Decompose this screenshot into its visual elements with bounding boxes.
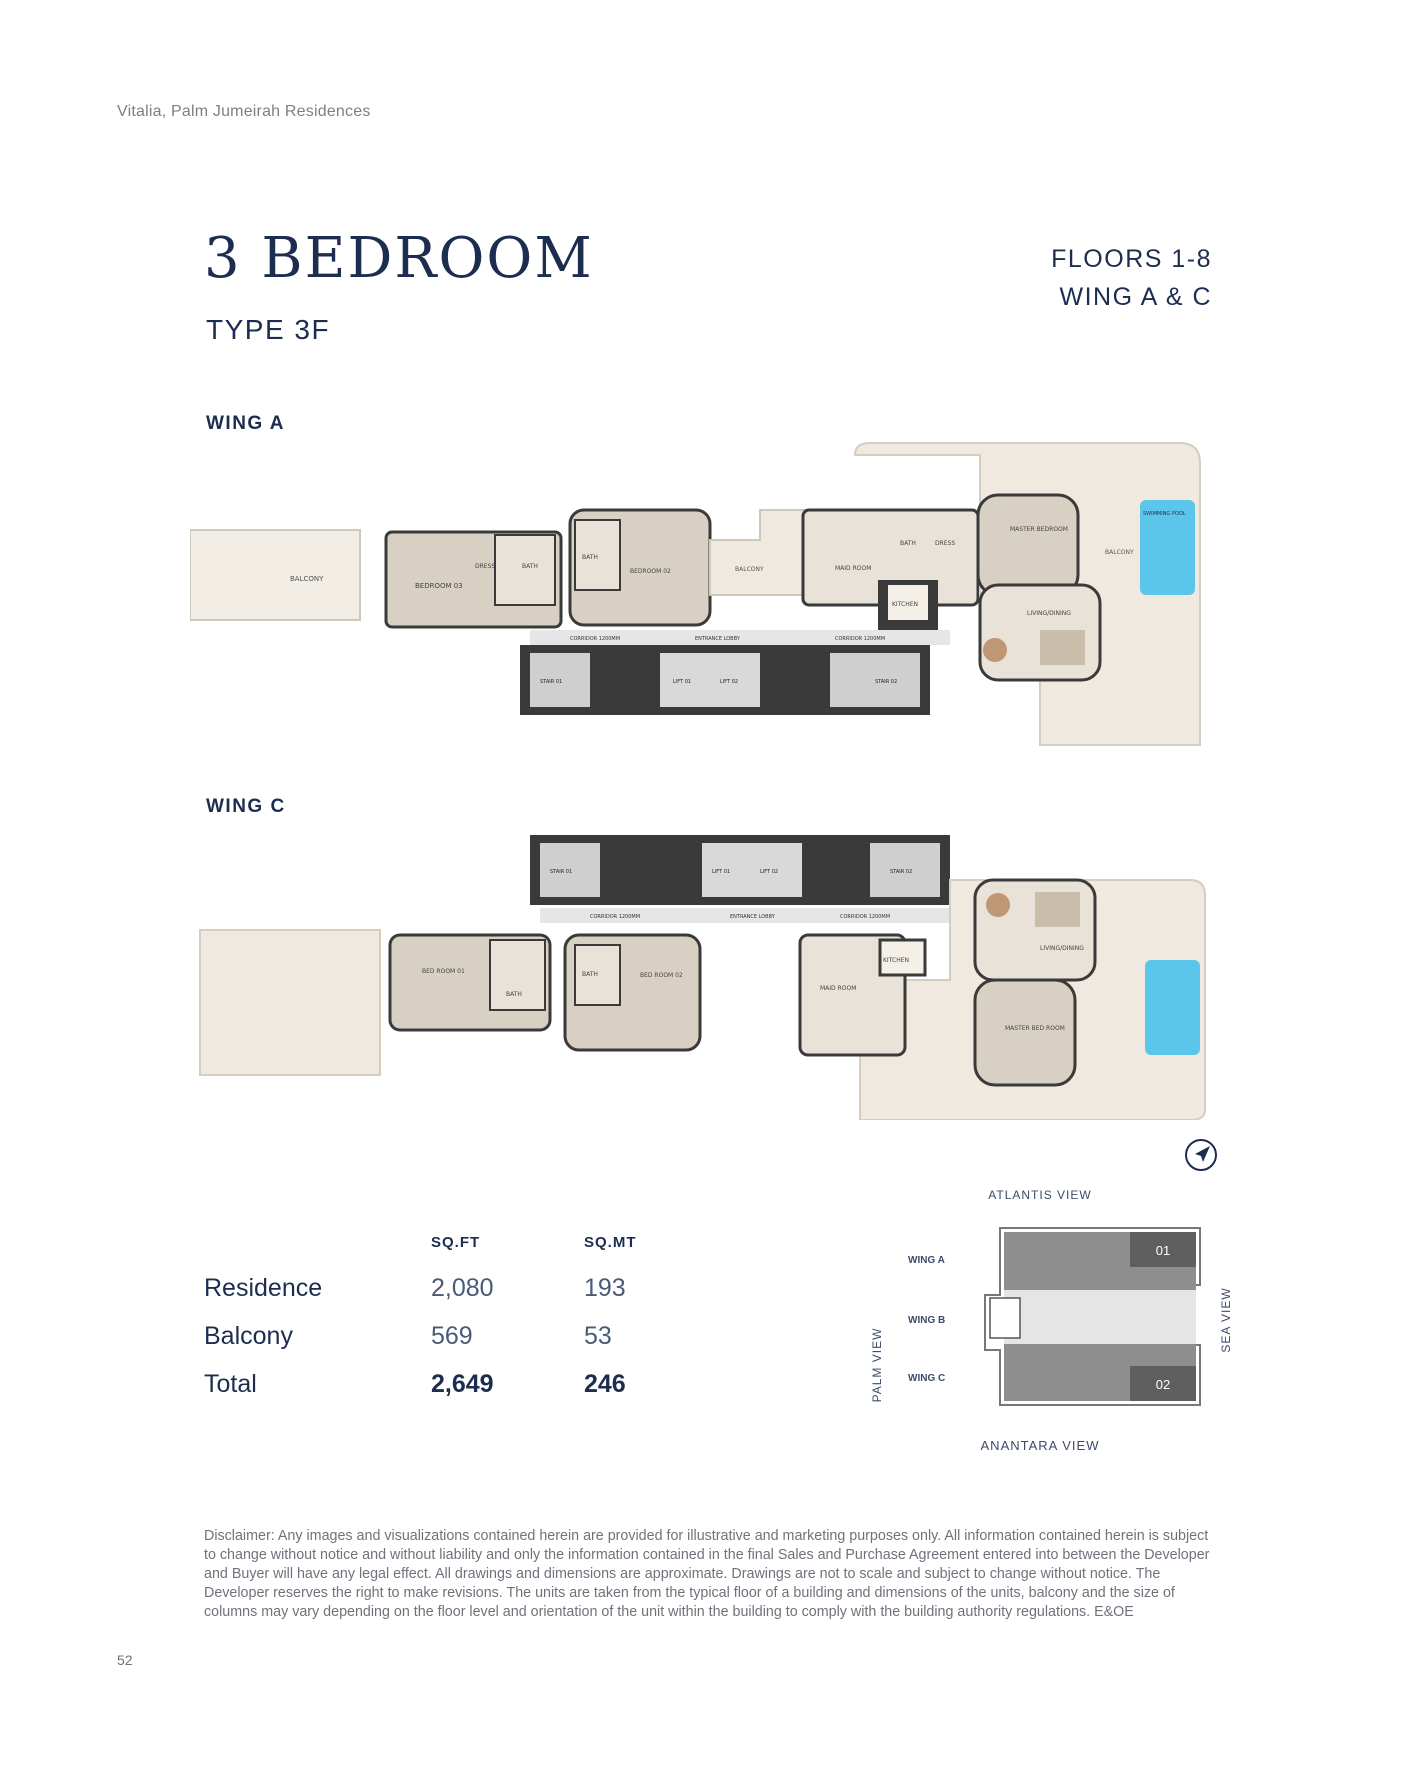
floors-info [1051,240,1212,316]
view-label-bottom: ANANTARA VIEW [980,1438,1100,1453]
room-label-stair-2: STAIR 02 [875,679,898,685]
unit-01-label: 01 [1155,1243,1171,1258]
dining-table [986,893,1010,917]
room-label-stair-2: STAIR 02 [890,869,913,875]
view-label-right: SEA VIEW [1219,1287,1233,1353]
sqft-value: 569 [431,1322,473,1350]
table-row [204,1322,704,1362]
room-label-bedroom-01: BED ROOM 01 [422,968,465,975]
room-label-pool: SWIMMING POOL [1143,511,1186,517]
sqmt-value: 246 [584,1370,626,1398]
floors-line: FLOORS 1-8 [1051,245,1212,273]
room-label-lobby: ENTRANCE LOBBY [695,636,740,642]
wing-label-b: WING B [908,1315,946,1326]
sqft-value: 2,080 [431,1274,494,1302]
wing-c-floor-plan [190,820,1260,1120]
master-bedroom [975,980,1075,1085]
brand-name: Vitalia, Palm Jumeirah Residences [117,103,371,120]
row-label: Total [204,1370,257,1398]
page-title: 3 BEDROOM [204,226,594,291]
room-label-stair-1: STAIR 01 [540,679,563,685]
table-row [204,1274,704,1314]
wing-b-block [1004,1290,1196,1344]
room-label-lift-1: LIFT 01 [712,869,731,875]
disclaimer-text: Disclaimer: Any images and visualizations contained herein are provided for illustrative and marketing purposes only. All information contained herein is subject to change without notice and without liability and only the information contained in the final Sales and Purchase Agreement entered into between the Developer and Buyer will have any legal effect. All drawings and dimensions are approximate. Drawings are not to scale and subject to change without notice. The Developer reserves the right to make revisions. The units are taken from the typical floor of a building and dimensions of the units, balcony and the size of columns may vary depending on the floor level and orientation of the unit within the building to comply with the building authority regulations. E&OE [204,1528,1210,1620]
sofa [1035,892,1080,927]
room-label-bath-1: BATH [522,563,538,570]
balcony-left [190,530,360,620]
wing-c-label: WING C [206,796,286,817]
view-label-top: ATLANTIS VIEW [988,1188,1092,1202]
room-label-maid: MAID ROOM [820,985,857,992]
room-label-dress-1: DRESS [475,563,496,570]
room-label-stair-1: STAIR 01 [550,869,573,875]
master-bedroom [978,495,1078,595]
wing-label-a: WING A [908,1255,945,1266]
room-label-corridor-1: CORRIDOR 1200MM [570,636,621,642]
room-label-bath-1: BATH [506,991,522,998]
amenity-block [990,1298,1020,1338]
room-label-kitchen: KITCHEN [892,601,918,608]
wing-label-c: WING C [908,1373,946,1384]
wing-a-floor-plan [190,435,1260,755]
room-label-bedroom-02: BED ROOM 02 [640,972,683,979]
swimming-pool [1145,960,1200,1055]
room-label-balcony-middle: BALCONY [735,566,764,573]
key-plan [860,1180,1250,1470]
room-label-maid: MAID ROOM [835,565,872,572]
room-label-bath-2: BATH [582,971,598,978]
view-label-left: PALM VIEW [870,1327,884,1403]
room-label-master: MASTER BED ROOM [1005,1025,1065,1032]
room-label-dress-2: DRESS [935,540,956,547]
row-label: Residence [204,1274,323,1302]
room-label-corridor-1: CORRIDOR 1200MM [590,914,641,920]
north-arrow-icon [1183,1137,1219,1173]
balcony-middle [710,510,810,595]
sqft-value: 2,649 [431,1370,494,1398]
row-label: Balcony [204,1322,293,1350]
room-label-bath-2: BATH [582,554,598,561]
room-label-bedroom-02: BEDROOM 02 [630,568,671,575]
room-label-master: MASTER BEDROOM [1010,526,1068,533]
room-label-kitchen: KITCHEN [883,957,909,964]
room-label-balcony-right: BALCONY [1105,549,1134,556]
header-sqft: SQ.FT [431,1234,481,1251]
sqmt-value: 53 [584,1322,612,1350]
sqmt-value: 193 [584,1274,626,1302]
header-sqmt: SQ.MT [584,1234,637,1251]
page-number: 52 [117,1652,133,1668]
wing-a-label: WING A [206,413,286,434]
room-label-lift-2: LIFT 02 [760,869,779,875]
room-label-lift-2: LIFT 02 [720,679,739,685]
wings-line: WING A & C [1059,283,1212,311]
room-label-lift-1: LIFT 01 [673,679,692,685]
room-label-living: LIVING/DINING [1040,945,1084,952]
bath-1-room [495,535,555,605]
table-row [204,1370,704,1410]
room-label-living: LIVING/DINING [1027,610,1071,617]
room-label-corridor-2: CORRIDOR 1200MM [835,636,886,642]
bath-1-room [490,940,545,1010]
sofa [1040,630,1085,665]
dining-table [983,638,1007,662]
balcony-left [200,930,380,1075]
unit-type: TYPE 3F [206,314,331,345]
room-label-balcony-left: BALCONY [290,575,324,583]
room-label-lobby: ENTRANCE LOBBY [730,914,775,920]
room-label-bath-3: BATH [900,540,916,547]
room-label-corridor-2: CORRIDOR 1200MM [840,914,891,920]
unit-02-label: 02 [1155,1377,1171,1392]
room-label-bedroom-03: BEDROOM 03 [415,582,463,590]
